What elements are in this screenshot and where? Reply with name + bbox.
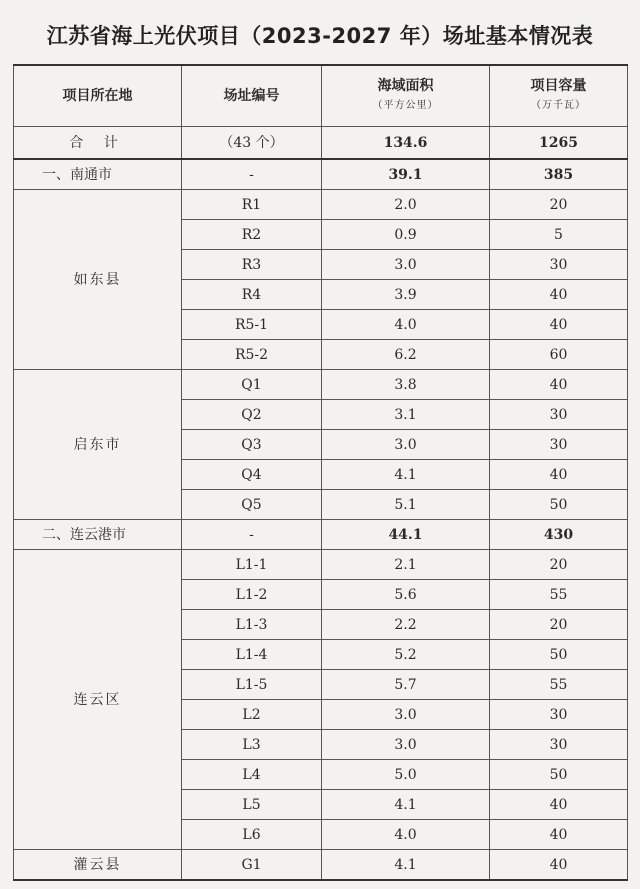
total-capacity: 1265 [490, 127, 628, 160]
site-capacity: 30 [490, 250, 628, 280]
city-label: 二、连云港市 [14, 520, 182, 550]
site-capacity: 30 [490, 430, 628, 460]
site-capacity: 30 [490, 400, 628, 430]
site-capacity: 40 [490, 280, 628, 310]
site-capacity: 55 [490, 580, 628, 610]
site-capacity: 40 [490, 820, 628, 850]
total-area: 134.6 [322, 127, 490, 160]
header-area [322, 65, 490, 127]
site-area: 4.1 [322, 460, 490, 490]
site-code: L1-2 [182, 580, 322, 610]
header-location: 项目所在地 [14, 65, 182, 127]
site-area: 5.7 [322, 670, 490, 700]
site-capacity: 20 [490, 610, 628, 640]
total-count: （43 个） [182, 127, 322, 160]
site-code: R4 [182, 280, 322, 310]
site-code: Q5 [182, 490, 322, 520]
site-code: L1-3 [182, 610, 322, 640]
header-area-label: 海域面积 [377, 78, 434, 94]
city-row-nantong [14, 159, 628, 190]
site-area: 5.1 [322, 490, 490, 520]
site-capacity: 20 [490, 190, 628, 220]
city-capacity: 385 [490, 159, 628, 190]
site-capacity: 60 [490, 340, 628, 370]
city-area: 39.1 [322, 159, 490, 190]
site-code: R5-2 [182, 340, 322, 370]
header-area-unit: （平方公里） [372, 100, 439, 111]
city-area: 44.1 [322, 520, 490, 550]
site-area: 4.1 [322, 790, 490, 820]
site-area: 5.2 [322, 640, 490, 670]
site-area: 3.0 [322, 700, 490, 730]
site-code: R2 [182, 220, 322, 250]
county-label-rudong: 如东县 [14, 190, 182, 370]
header-capacity [490, 65, 628, 127]
site-area: 3.0 [322, 430, 490, 460]
site-table [13, 64, 628, 881]
site-area: 0.9 [322, 220, 490, 250]
site-area: 6.2 [322, 340, 490, 370]
total-label: 合 计 [14, 127, 182, 160]
site-code: Q1 [182, 370, 322, 400]
site-capacity: 40 [490, 850, 628, 881]
site-capacity: 30 [490, 700, 628, 730]
site-capacity: 40 [490, 790, 628, 820]
site-area: 3.8 [322, 370, 490, 400]
site-code: R1 [182, 190, 322, 220]
site-capacity: 40 [490, 460, 628, 490]
site-code: G1 [182, 850, 322, 881]
site-code: Q2 [182, 400, 322, 430]
site-code: Q3 [182, 430, 322, 460]
table-row [14, 370, 628, 400]
county-label-qidong: 启东市 [14, 370, 182, 520]
site-area: 3.1 [322, 400, 490, 430]
site-capacity: 50 [490, 760, 628, 790]
county-label-guanyun: 灌云县 [14, 850, 182, 881]
site-capacity: 40 [490, 370, 628, 400]
header-capacity-unit: （万千瓦） [531, 100, 586, 111]
city-code: - [182, 159, 322, 190]
site-area: 2.1 [322, 550, 490, 580]
site-code: L6 [182, 820, 322, 850]
site-capacity: 50 [490, 490, 628, 520]
site-code: L1-5 [182, 670, 322, 700]
site-area: 4.0 [322, 820, 490, 850]
site-capacity: 30 [490, 730, 628, 760]
site-area: 5.6 [322, 580, 490, 610]
city-row-lianyungang [14, 520, 628, 550]
site-code: L1-1 [182, 550, 322, 580]
table-row [14, 550, 628, 580]
site-area: 2.2 [322, 610, 490, 640]
site-code: L4 [182, 760, 322, 790]
table-row [14, 850, 628, 881]
site-area: 3.0 [322, 250, 490, 280]
site-area: 3.0 [322, 730, 490, 760]
site-capacity: 50 [490, 640, 628, 670]
header-site-code: 场址编号 [182, 65, 322, 127]
site-area: 3.9 [322, 280, 490, 310]
site-area: 5.0 [322, 760, 490, 790]
site-capacity: 20 [490, 550, 628, 580]
site-code: Q4 [182, 460, 322, 490]
site-area: 4.1 [322, 850, 490, 881]
site-code: L1-4 [182, 640, 322, 670]
table-header-row [14, 65, 628, 127]
site-code: R5-1 [182, 310, 322, 340]
header-capacity-label: 项目容量 [530, 78, 587, 94]
city-capacity: 430 [490, 520, 628, 550]
site-code: L3 [182, 730, 322, 760]
site-area: 2.0 [322, 190, 490, 220]
total-row [14, 127, 628, 160]
site-capacity: 5 [490, 220, 628, 250]
county-label-lianyun: 连云区 [14, 550, 182, 850]
page-title: 江苏省海上光伏项目（2023-2027 年）场址基本情况表 [46, 24, 594, 48]
site-capacity: 55 [490, 670, 628, 700]
site-area: 4.0 [322, 310, 490, 340]
table-row [14, 190, 628, 220]
site-code: L5 [182, 790, 322, 820]
site-code: L2 [182, 700, 322, 730]
site-code: R3 [182, 250, 322, 280]
site-capacity: 40 [490, 310, 628, 340]
city-label: 一、南通市 [14, 159, 182, 190]
city-code: - [182, 520, 322, 550]
